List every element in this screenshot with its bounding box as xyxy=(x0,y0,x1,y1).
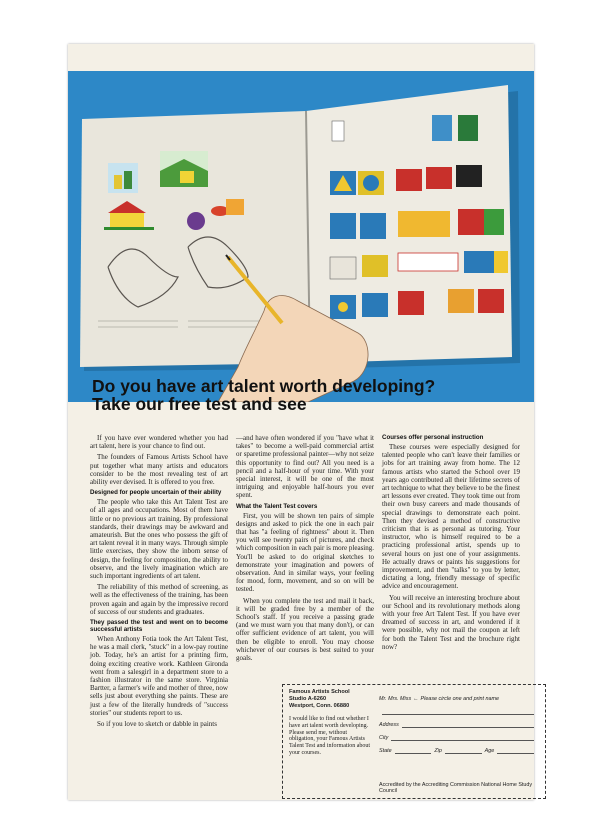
studio-code: Studio A-6260 xyxy=(289,696,327,702)
coupon-form xyxy=(379,689,534,754)
headline-line-1: Do you have art talent worth developing? xyxy=(92,376,436,396)
state-zip-age-row[interactable] xyxy=(379,741,534,754)
name-row xyxy=(379,689,534,702)
school-city: Westport, Conn. 06880 xyxy=(289,703,350,709)
accreditation-note: Accredited by the Accrediting Commission National Home Study Council xyxy=(379,782,533,794)
art-test-illustration xyxy=(68,71,534,402)
paragraph: These courses were especially designed for talented people who can't leave their families or jobs for art training away from home. The 12 famous artists who started the School over 19 years ago contributed all their lifetime secrets of art technique to what they believe to be the finest art lessons ever created. They took time out from their own busy careers and made thousands of special drawings to demonstrate each point. Then they devised a method of constructive criticism that is as personal as tutoring. Your instructor, who is himself required to be a practicing professional artist, spends up to several hours on just one of your assignments. He actually draws or paints his suggestions for improvement, and then "talks" to you by letter, dictating a long, friendly message of specific advice and encouragement. xyxy=(382,443,520,591)
address-field[interactable] xyxy=(379,715,534,728)
subheading: Designed for people uncertain of their ability xyxy=(90,489,222,497)
subheading: They passed the test and went on to become successful artists xyxy=(90,619,228,634)
subheading: What the Talent Test covers xyxy=(236,502,318,510)
coupon-school-block xyxy=(289,689,371,757)
age-label: Age xyxy=(484,748,495,754)
headline xyxy=(92,377,512,413)
state-label: State xyxy=(379,748,392,754)
headline-line-2: Take our free test and see xyxy=(92,394,307,414)
name-hint: Please circle one and print name xyxy=(420,696,500,702)
subheading: Courses offer personal instruction xyxy=(382,434,484,441)
open-workbook-illustration xyxy=(68,71,534,402)
article-column-1 xyxy=(90,434,228,731)
arrow-icon: ← xyxy=(413,696,419,702)
coupon-request-text: I would like to find out whether I have art talent worth developing. Please send me, without obligation, your Famous Artists Talent Test and information about your courses. xyxy=(289,716,371,756)
paragraph: The reliability of this method of screening, as well as the effectiveness of the training, has been proven again and again by the impressive record of success of our students and graduates. xyxy=(90,583,228,616)
paragraph: The people who take this Art Talent Test are of all ages and occupations. Most of them have little or no previous art training. By professional standards, their drawings may be awkward and amateurish. But the ones who possess the gift of art talent reveal it in many ways. Through simple little exercises, they show the inborn sense of design, the feeling for composition, the ability to observe, and the lively imagination which are such important ingredients of art talent. xyxy=(90,498,228,581)
paragraph: First, you will be shown ten pairs of simple designs and asked to pick the one in each pair that has "a feeling of rightness" about it. Then you will see twenty pairs of pictures, and check which composition in each pair is more pleasing. You'll be asked to do original sketches to demonstrate your imagination and powers of observation. And in similar ways, your feeling for mood, form, movement, and so on will be tested. xyxy=(236,511,374,594)
city-label: City xyxy=(379,735,389,741)
article-column-3 xyxy=(382,434,520,654)
paragraph: The founders of Famous Artists School have put together what many artists and educators consider to be the most revealing test of art ability ever devised. It is offered to you free. xyxy=(90,453,228,487)
mail-in-coupon xyxy=(282,684,546,799)
paragraph: So if you love to sketch or dabble in paints xyxy=(97,720,217,729)
paragraph: You will receive an interesting brochure about our School and its revolutionary methods along with your free Art Talent Test. If you have ever dreamed of success in art, and wondered if it were possible, why not mail the coupon at left for both the Talent Test and the brochure right now? xyxy=(382,593,520,651)
paragraph: When you complete the test and mail it back, it will be graded free by a member of the School's staff. If you receive a passing grade (and we must warn you that many don't), or can offer sufficient evidence of art talent, you will then be eligible to enroll. You may choose whichever of our courses is best suited to your goals. xyxy=(236,596,374,663)
zip-label: Zip xyxy=(434,748,442,754)
article-column-2 xyxy=(236,434,374,665)
address-label: Address xyxy=(379,722,399,728)
name-field[interactable] xyxy=(379,702,534,715)
school-name: Famous Artists School xyxy=(289,689,350,695)
paragraph: If you have ever wondered whether you had art talent, here is your chance to find out. xyxy=(90,434,228,451)
paragraph: When Anthony Fotia took the Art Talent Test, he was a mail clerk, "stuck" in a low-pay routine job. Today, he's an artist for a printing firm, doing exciting creative work. Kathleen Gironda went from a salesgirl in a department store to a fashion illustrator in the same store. Virginia Bartter, a farmer's wife and mother of three, now sells just about everything she paints. These are just a few of the literally hundreds of "success stories" our students report to us. xyxy=(90,635,228,717)
paragraph: —and have often wondered if you "have what it takes" to become a well-paid commercial artist or sparetime professional painter—why not seize this opportunity to find out? All you need is a pencil and a half-hour of your time. With your special interest, it will be one of the most intriguing and enjoyable half-hours you ever spent. xyxy=(236,434,374,500)
title-options: Mr. Mrs. Miss xyxy=(379,696,412,702)
city-field[interactable] xyxy=(379,728,534,741)
